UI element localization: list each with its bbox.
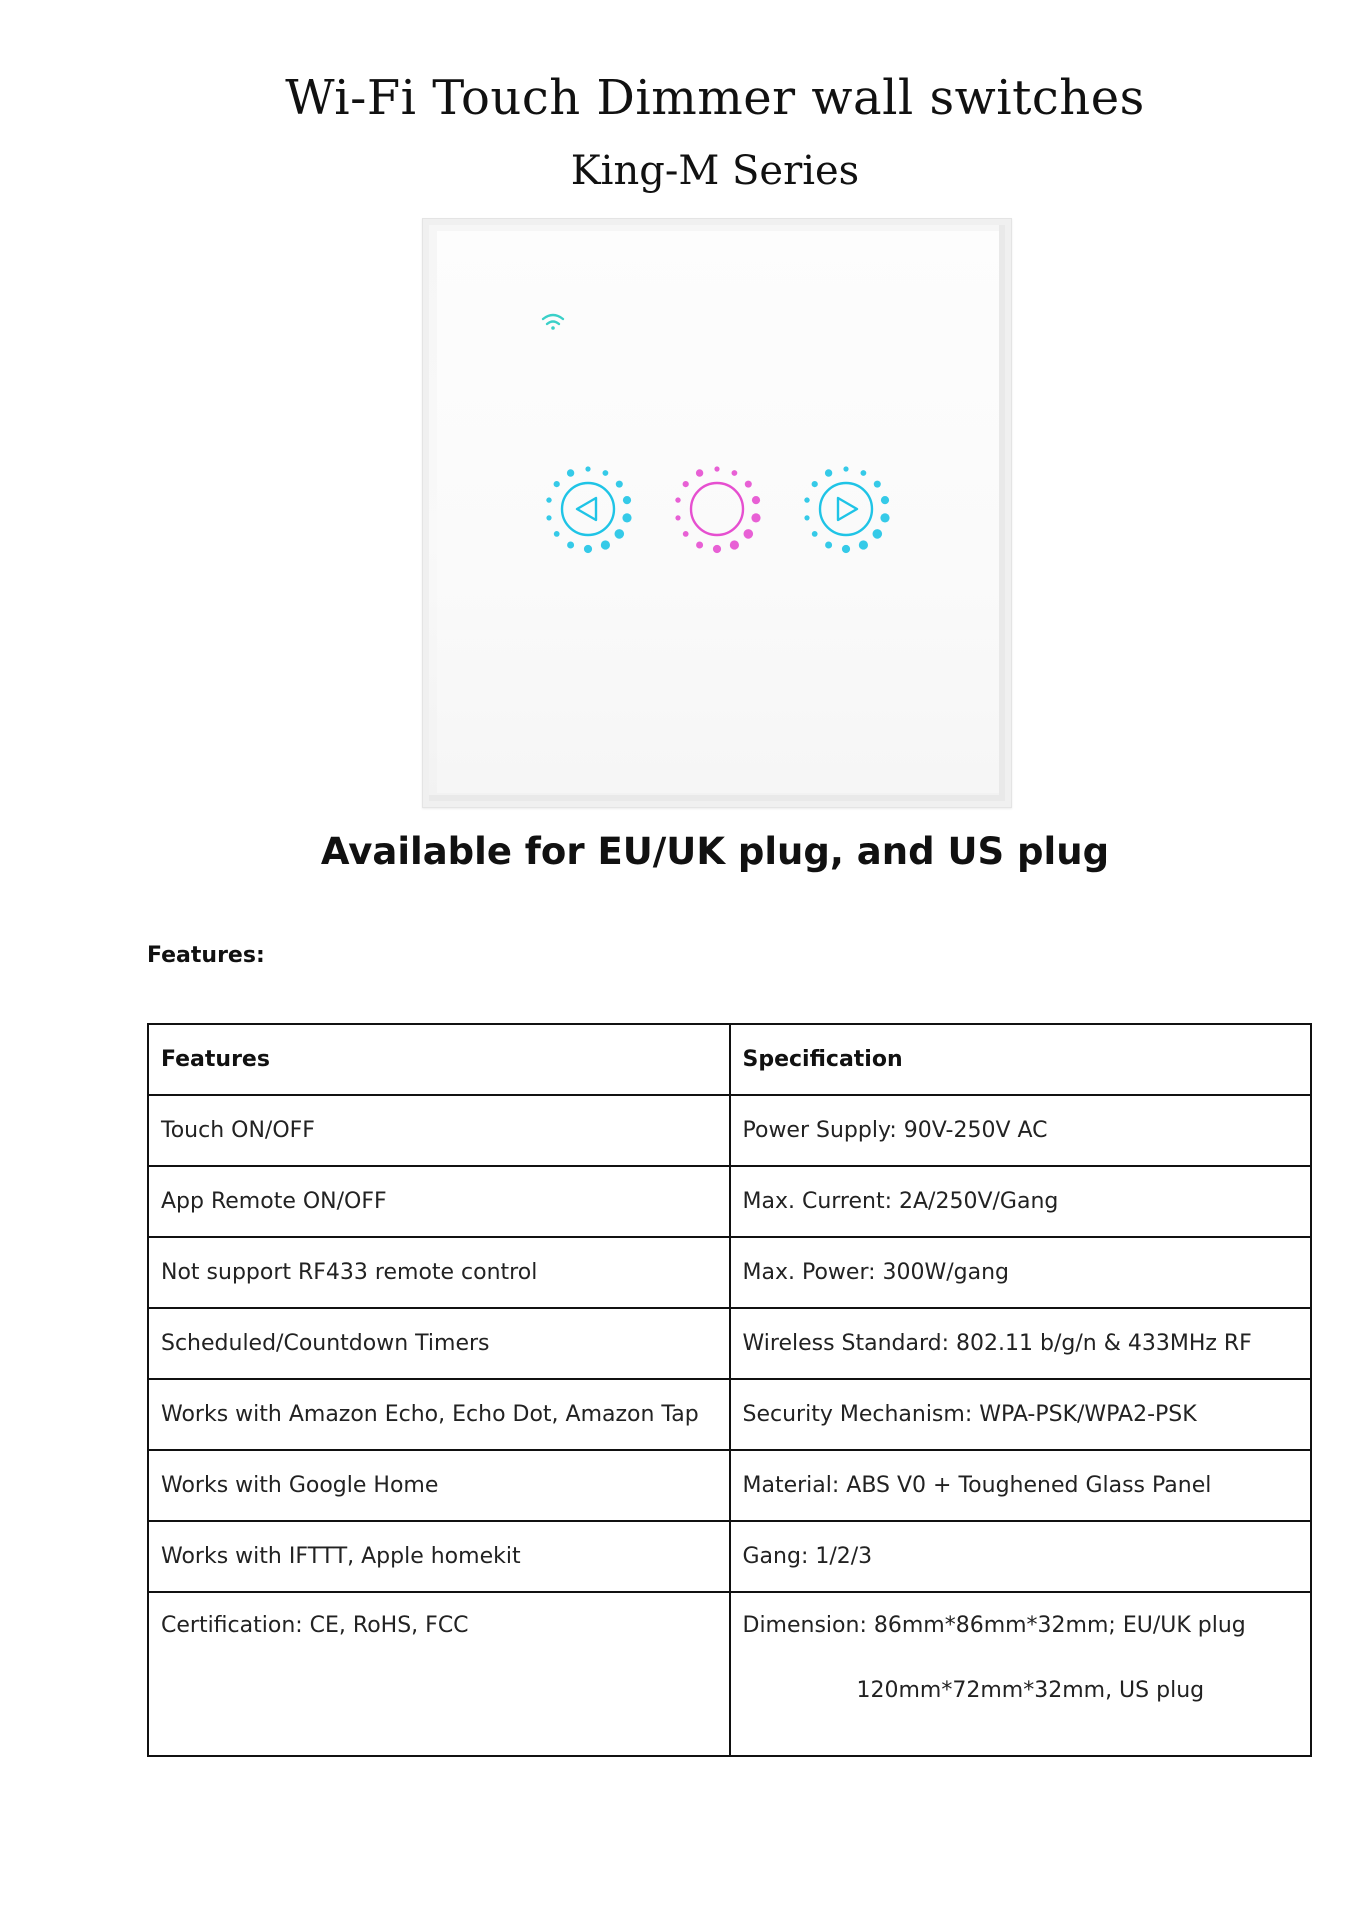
spec-cell: Gang: 1/2/3 (730, 1521, 1312, 1592)
ring-dot (601, 540, 610, 549)
switch-panel (422, 218, 1012, 808)
ring-dot (615, 529, 625, 539)
ring-dot (585, 466, 590, 471)
feature-cell: Scheduled/Countdown Timers (148, 1308, 730, 1379)
ring-dot (804, 497, 809, 502)
switch-graphics (423, 219, 1011, 807)
spec-cell: Max. Power: 300W/gang (730, 1237, 1312, 1308)
ring-dot (554, 531, 560, 537)
ring-dot (675, 497, 680, 502)
ring-dot (683, 481, 689, 487)
wifi-icon (543, 315, 563, 330)
ring-dot (546, 515, 551, 520)
table-row (148, 1450, 1311, 1521)
table-row (148, 1521, 1311, 1592)
page-subtitle: King-M Series (570, 148, 860, 194)
button-ring (562, 483, 614, 535)
triangle-right-icon (838, 498, 857, 520)
ring-dot (745, 481, 752, 488)
ring-dot (623, 496, 631, 504)
features-table (147, 1023, 1312, 1757)
product-image (422, 218, 1010, 806)
power-button[interactable] (675, 466, 760, 553)
spec-cell: Material: ABS V0 + Toughened Glass Panel (730, 1450, 1312, 1521)
ring-dot (861, 470, 867, 476)
ring-dot (603, 470, 609, 476)
ring-dot (881, 496, 889, 504)
ring-dot (554, 481, 560, 487)
ring-dot (843, 466, 848, 471)
ring-dot (713, 545, 721, 553)
ring-dot (675, 515, 680, 520)
ring-dot (546, 497, 551, 502)
feature-cell: Not support RF433 remote control (148, 1237, 730, 1308)
dimension-line-2: 120mm*72mm*32mm, US plug (856, 1678, 1205, 1703)
ring-dot (825, 542, 832, 549)
feature-cell: Works with Google Home (148, 1450, 730, 1521)
spec-cell: Power Supply: 90V-250V AC (730, 1095, 1312, 1166)
ring-dot (730, 540, 739, 549)
ring-dot (842, 545, 850, 553)
table-header-row (148, 1024, 1311, 1095)
ring-dot (732, 470, 738, 476)
feature-cell: Touch ON/OFF (148, 1095, 730, 1166)
header-features: Features (148, 1024, 730, 1095)
button-ring (691, 483, 743, 535)
ring-dot (812, 531, 818, 537)
spec-cell: Wireless Standard: 802.11 b/g/n & 433MHz RF (730, 1308, 1312, 1379)
ring-dot (812, 481, 818, 487)
ring-dot (696, 469, 703, 476)
dimension-line-1: Dimension: 86mm*86mm*32mm; EU/UK plug (742, 1613, 1246, 1638)
dim-down-button[interactable] (546, 466, 631, 553)
ring-dot (804, 515, 809, 520)
ring-dot (880, 513, 889, 522)
ring-dot (744, 529, 754, 539)
spec-cell (730, 1592, 1312, 1756)
page-title: Wi-Fi Touch Dimmer wall switches (285, 70, 1145, 126)
button-ring (820, 483, 872, 535)
ring-dot (874, 481, 881, 488)
ring-dot (584, 545, 592, 553)
feature-cell: Works with Amazon Echo, Echo Dot, Amazon Tap (148, 1379, 730, 1450)
table-row (148, 1308, 1311, 1379)
ring-dot (859, 540, 868, 549)
ring-dot (683, 531, 689, 537)
table-row (148, 1166, 1311, 1237)
ring-dot (873, 529, 883, 539)
ring-dot (714, 466, 719, 471)
table-row (148, 1592, 1311, 1756)
ring-dot (696, 542, 703, 549)
ring-dot (622, 513, 631, 522)
spec-cell: Max. Current: 2A/250V/Gang (730, 1166, 1312, 1237)
feature-cell: Certification: CE, RoHS, FCC (148, 1592, 730, 1756)
spec-cell: Security Mechanism: WPA-PSK/WPA2-PSK (730, 1379, 1312, 1450)
ring-dot (567, 469, 574, 476)
triangle-left-icon (577, 498, 596, 520)
header-specification: Specification (730, 1024, 1312, 1095)
ring-dot (825, 469, 832, 476)
table-row (148, 1237, 1311, 1308)
features-heading: Features: (147, 943, 265, 968)
ring-dot (752, 496, 760, 504)
ring-dot (567, 542, 574, 549)
feature-cell: Works with IFTTT, Apple homekit (148, 1521, 730, 1592)
feature-cell: App Remote ON/OFF (148, 1166, 730, 1237)
table-row (148, 1095, 1311, 1166)
dim-up-button[interactable] (804, 466, 889, 553)
table-row (148, 1379, 1311, 1450)
ring-dot (751, 513, 760, 522)
availability-text: Available for EU/UK plug, and US plug (320, 830, 1110, 873)
ring-dot (616, 481, 623, 488)
